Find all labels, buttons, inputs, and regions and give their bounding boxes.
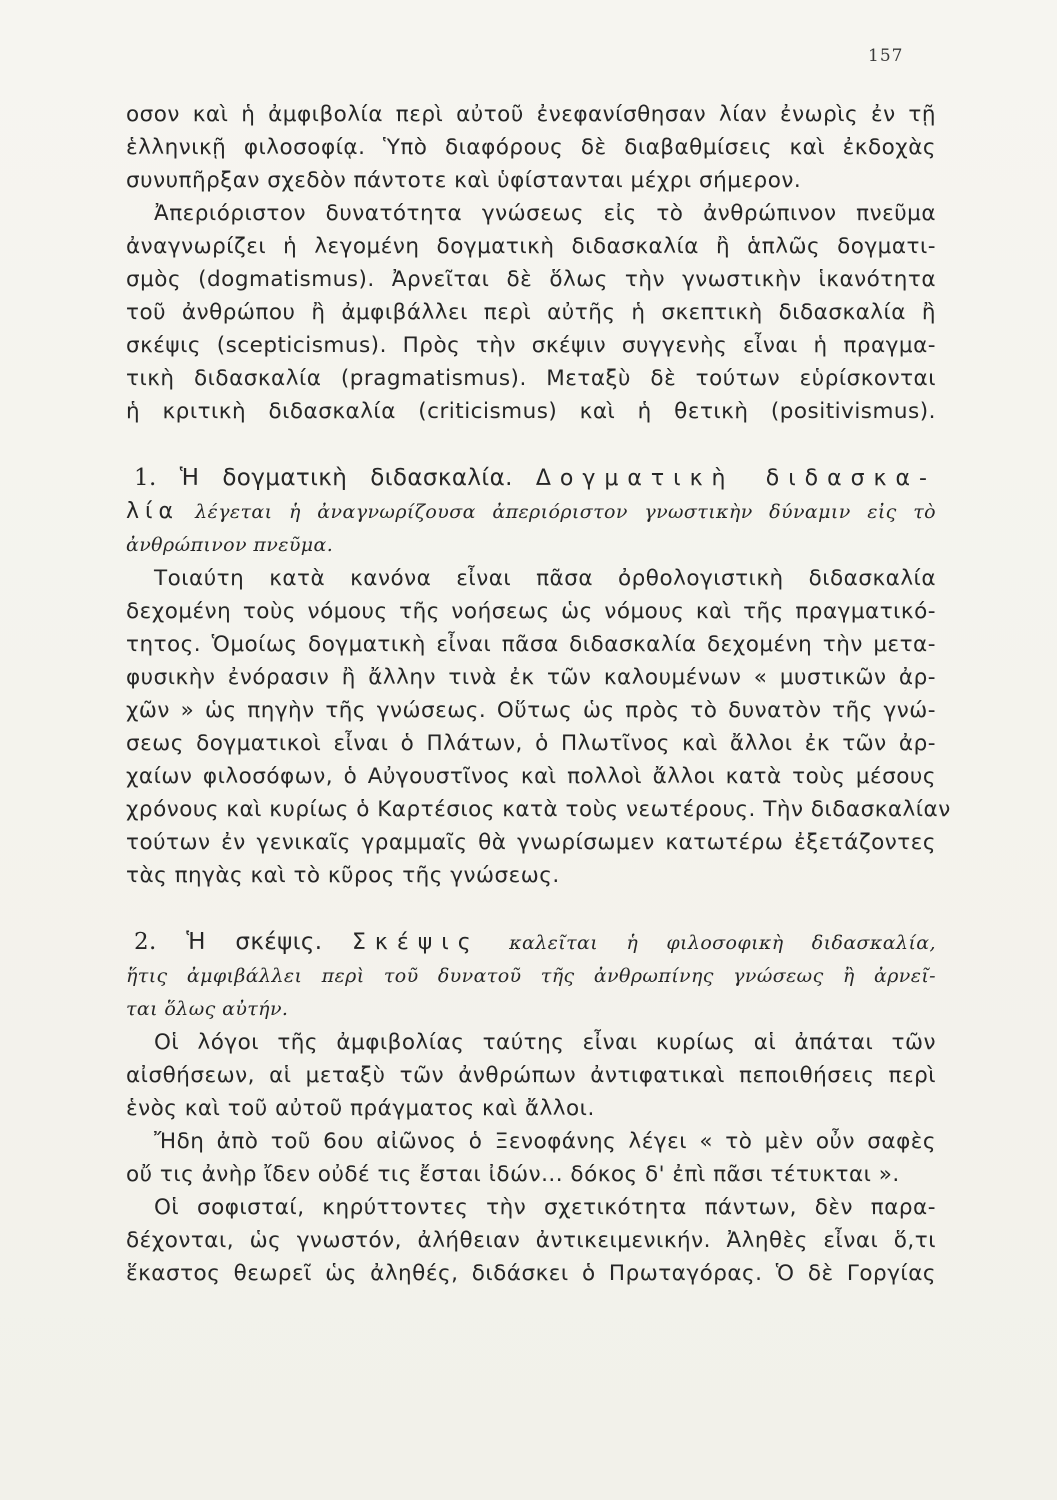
- text-line: Ἤδη ἀπὸ τοῦ 6ου αἰῶνος ὁ Ξενοφάνης λέγει « τὸ μὲν οὖν σαφὲς: [154, 1129, 936, 1154]
- text-line: τικὴ διδασκαλία (pragmatismus). Μεταξὺ δὲ τούτων εὑρίσκονται: [126, 366, 936, 391]
- section-term: Σκέψις: [352, 930, 480, 955]
- section-heading: [126, 462, 936, 495]
- text-line: χαίων φιλοσόφων, ὁ Αὐγουστῖνος καὶ πολλοὶ ἄλλοι κατὰ τοὺς μέσους: [126, 764, 936, 789]
- definition-text: ται ὅλως αὐτήν.: [126, 998, 289, 1020]
- section-title: Ἡ σκέψις.: [186, 929, 323, 955]
- section-term: Δογματικὴ διδασκα-: [535, 466, 936, 491]
- text-line: χῶν » ὡς πηγὴν τῆς γνώσεως. Οὕτως ὡς πρὸς τὸ δυνατὸν τῆς γνώ-: [126, 698, 936, 723]
- text-line: αἰσθήσεων, αἱ μεταξὺ τῶν ἀνθρώπων ἀντιφατικαὶ πεποιθήσεις περὶ: [126, 1063, 936, 1088]
- section-title: Ἡ δογματικὴ διδασκαλία.: [179, 465, 513, 491]
- section-number: 2.: [134, 929, 157, 955]
- text-line: ἑλληνικῇ φιλοσοφίᾳ. Ὑπὸ διαφόρους δὲ διαβαθμίσεις καὶ ἐκδοχὰς: [126, 135, 936, 160]
- page-number: 157: [868, 46, 904, 66]
- text-line: τὰς πηγὰς καὶ τὸ κῦρος τῆς γνώσεως.: [126, 863, 560, 888]
- text-line: τούτων ἐν γενικαῖς γραμμαῖς θὰ γνωρίσωμεν κατωτέρω ἐξετάζοντες: [126, 830, 936, 855]
- text-line: Ἀπεριόριστον δυνατότητα γνώσεως εἰς τὸ ἀνθρώπινον πνεῦμα: [154, 201, 936, 226]
- text-line: Τοιαύτη κατὰ κανόνα εἶναι πᾶσα ὀρθολογιστικὴ διδασκαλία: [154, 566, 936, 591]
- text-line: σμὸς (dogmatismus). Ἀρνεῖται δὲ ὅλως τὴν γνωστικὴν ἱκανότητα: [126, 267, 936, 292]
- text-line: σεως δογματικοὶ εἶναι ὁ Πλάτων, ὁ Πλωτῖνος καὶ ἄλλοι ἐκ τῶν ἀρ-: [126, 731, 936, 756]
- definition-text: ἀνθρώπινον πνεῦμα.: [126, 534, 334, 556]
- text-line: ἑνὸς καὶ τοῦ αὐτοῦ πράγματος καὶ ἄλλοι.: [126, 1096, 595, 1121]
- text-line: δέχονται, ὡς γνωστόν, ἀλήθειαν ἀντικειμενικήν. Ἀληθὲς εἶναι ὅ,τι: [126, 1228, 936, 1253]
- text-line: συνυπῆρξαν σχεδὸν πάντοτε καὶ ὑφίστανται μέχρι σήμερον.: [126, 168, 802, 193]
- text-line: σκέψις (scepticismus). Πρὸς τὴν σκέψιν συγγενὴς εἶναι ἡ πραγμα-: [126, 333, 936, 358]
- section-scepticism: [126, 926, 936, 1290]
- definition-line: [126, 960, 936, 993]
- text-line: τοῦ ἀνθρώπου ἢ ἀμφιβάλλει περὶ αὐτῆς ἡ σκεπτικὴ διδασκαλία ἢ: [126, 300, 936, 325]
- section-dogmatism: [126, 462, 951, 892]
- definition-text: καλεῖται ἡ φιλοσοφικὴ διδασκαλία,: [509, 932, 936, 954]
- section-number: 1.: [134, 465, 157, 491]
- text-line: φυσικὴν ἐνόρασιν ἢ ἄλλην τινὰ ἐκ τῶν καλουμένων « μυστικῶν ἀρ-: [126, 665, 936, 690]
- page-body: [126, 98, 951, 1290]
- text-line: οσον καὶ ἡ ἀμφιβολία περὶ αὐτοῦ ἐνεφανίσθησαν λίαν ἐνωρὶς ἐν τῇ: [126, 102, 936, 127]
- definition-line: [126, 529, 936, 562]
- text-line: Οἱ σοφισταί, κηρύττοντες τὴν σχετικότητα πάντων, δὲν παρα-: [154, 1195, 936, 1220]
- text-line: ἕκαστος θεωρεῖ ὡς ἀληθές, διδάσκει ὁ Πρωταγόρας. Ὁ δὲ Γοργίας: [126, 1261, 936, 1286]
- definition-line: [126, 495, 936, 529]
- definition-text: ἥτις ἀμφιβάλλει περὶ τοῦ δυνατοῦ τῆς ἀνθρωπίνης γνώσεως ἢ ἀρνεῖ-: [126, 965, 936, 987]
- text-line: δεχομένη τοὺς νόμους τῆς νοήσεως ὡς νόμους καὶ τῆς πραγματικό-: [126, 599, 936, 624]
- section-heading: [126, 926, 936, 960]
- text-line: οὔ τις ἀνὴρ ἴδεν οὐδέ τις ἔσται ἰδών... δόκος δ' ἐπὶ πᾶσι τέτυκται ».: [126, 1162, 900, 1187]
- overview-paragraph: [126, 197, 936, 428]
- text-line: ἀναγνωρίζει ἡ λεγομένη δογματικὴ διδασκαλία ἢ ἁπλῶς δογματι-: [126, 234, 936, 259]
- text-line: ἡ κριτικὴ διδασκαλία (criticismus) καὶ ἡ θετικὴ (positivismus).: [126, 399, 936, 424]
- text-line: χρόνους καὶ κυρίως ὁ Καρτέσιος κατὰ τοὺς νεωτέρους. Τὴν διδασκαλίαν: [126, 797, 951, 822]
- intro-paragraph: [126, 98, 936, 197]
- text-line: τητος. Ὁμοίως δογματικὴ εἶναι πᾶσα διδασκαλία δεχομένη τὴν μετα-: [126, 632, 936, 657]
- definition-line: [126, 993, 936, 1026]
- section-term-continuation: λία: [126, 499, 179, 524]
- text-line: Οἱ λόγοι τῆς ἀμφιβολίας ταύτης εἶναι κυρίως αἱ ἀπάται τῶν: [154, 1030, 936, 1055]
- definition-text: λέγεται ἡ ἀναγνωρίζουσα ἀπεριόριστον γνωστικὴν δύναμιν εἰς τὸ: [195, 501, 936, 523]
